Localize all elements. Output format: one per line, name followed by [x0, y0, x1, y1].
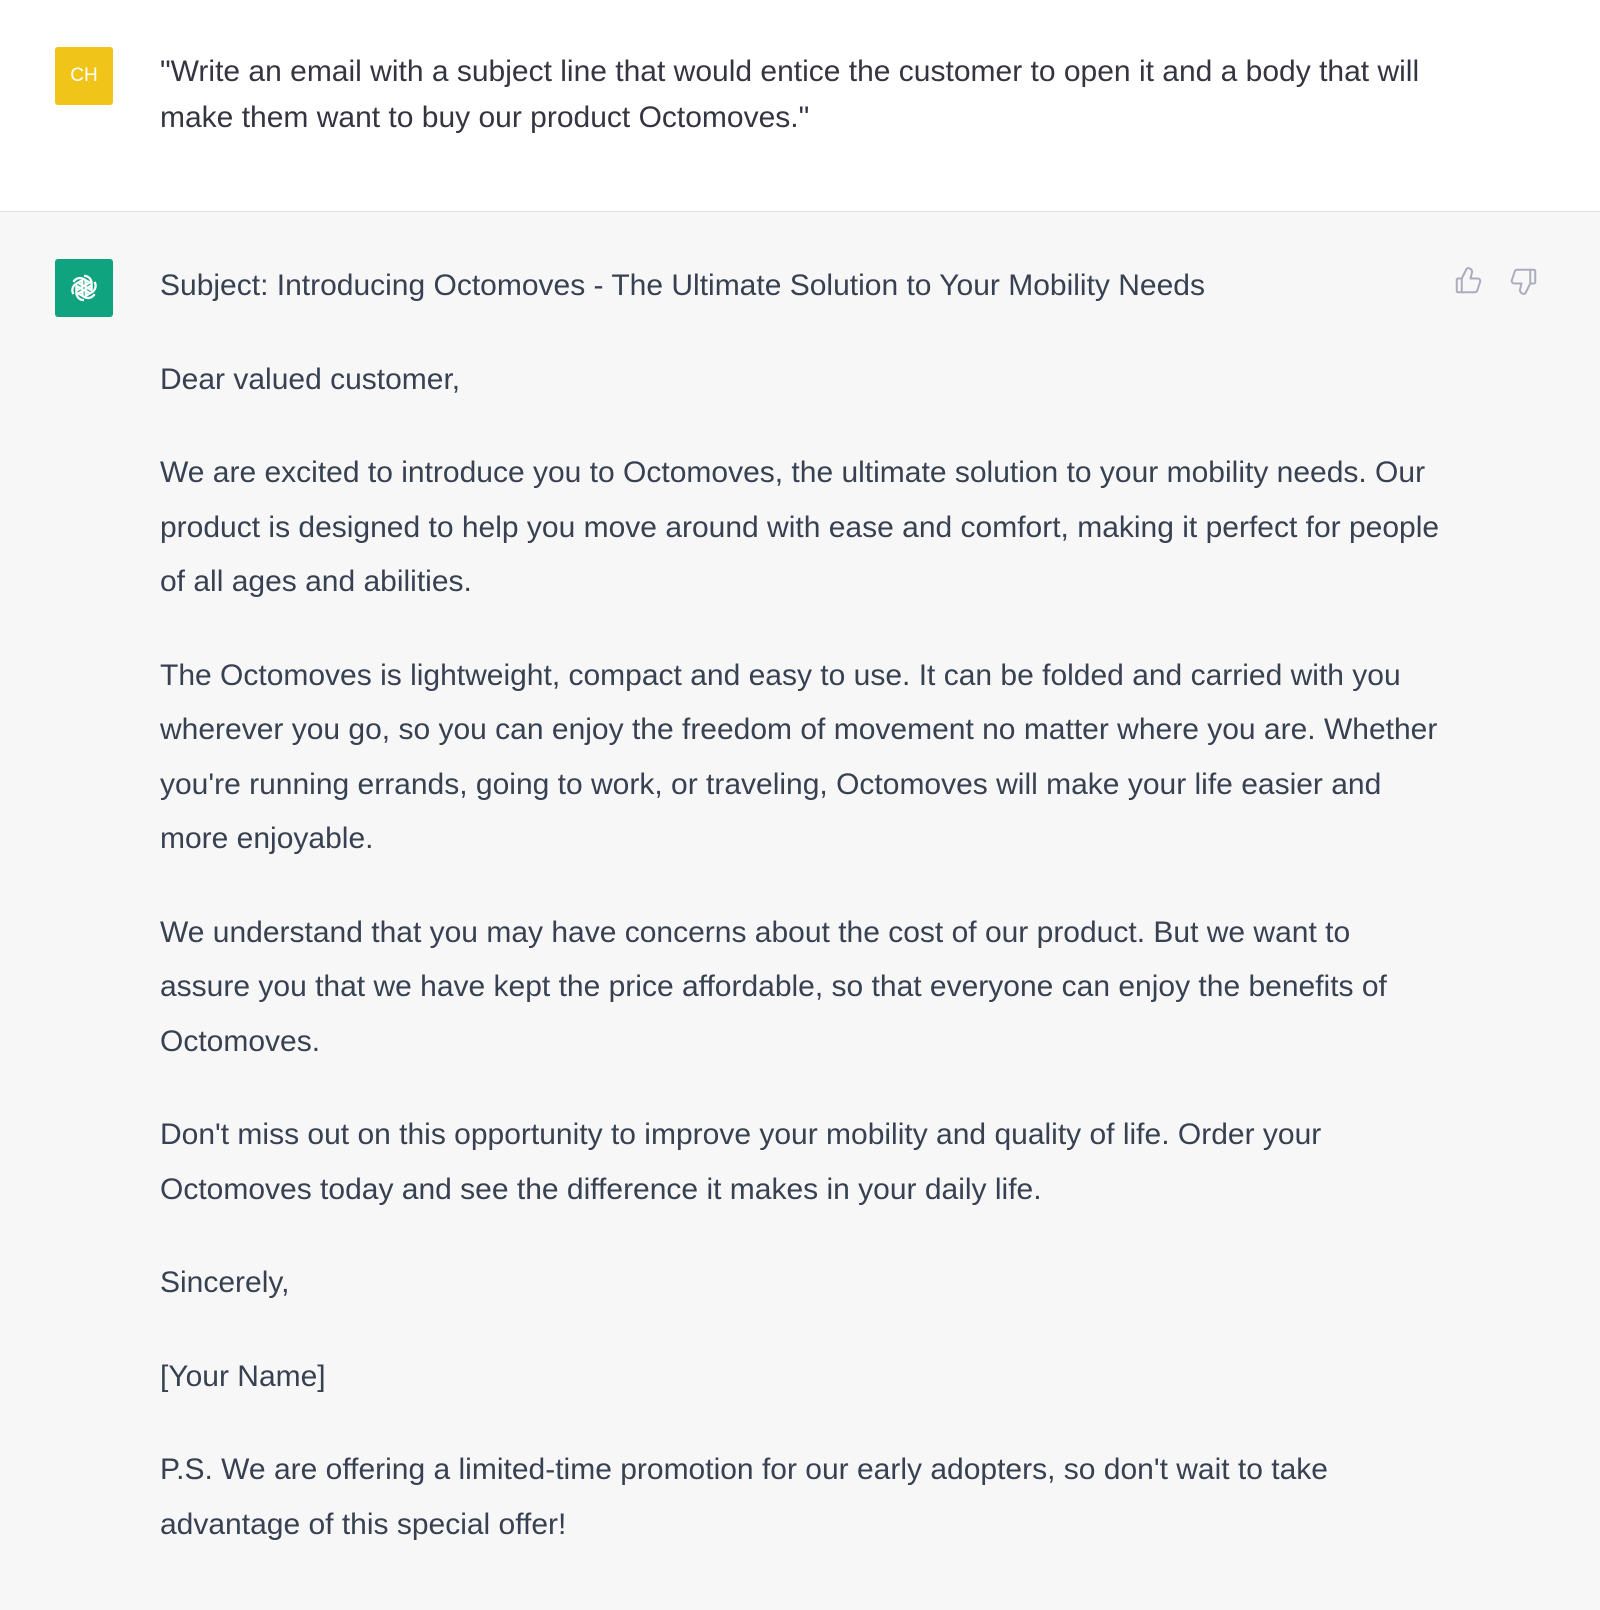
thumbs-up-icon [1453, 266, 1483, 296]
email-paragraph: We understand that you may have concerns about the cost of our product. But we want to assure you that we have kept the price affordable, so that everyone can enjoy the benefits of Octomoves. [160, 915, 1387, 1058]
email-signoff: Sincerely, [160, 1266, 290, 1299]
email-subject: Subject: Introducing Octomoves - The Ultimate Solution to Your Mobility Needs [160, 269, 1205, 302]
email-greeting: Dear valued customer, [160, 362, 461, 396]
assistant-reply [160, 259, 1440, 1552]
email-postscript: P.S. We are offering a limited-time promotion for our early adopters, so don't wait to take advantage of this special offer! [160, 1453, 1328, 1541]
user-message-text: "Write an email with a subject line that would entice the customer to open it and a body that will make them want to buy our product Octomoves." [160, 55, 1420, 134]
email-paragraph: The Octomoves is lightweight, compact and easy to use. It can be folded and carried with you wherever you go, so you can enjoy the freedom of movement no matter where you are. Whether you're running errands, going to work, or traveling, Octomoves will make your life easier and more enjoyable. [160, 658, 1438, 855]
user-avatar [55, 47, 113, 105]
thumbs-down-button[interactable] [1508, 265, 1540, 297]
email-signature: [Your Name] [160, 1359, 326, 1393]
feedback-buttons [1452, 265, 1540, 297]
thumbs-down-icon [1509, 266, 1539, 296]
openai-logo-icon [65, 269, 103, 307]
user-message [0, 0, 1600, 212]
user-avatar-initials: CH [70, 65, 98, 86]
thumbs-up-button[interactable] [1452, 265, 1484, 297]
email-paragraph: We are excited to introduce you to Octomoves, the ultimate solution to your mobility needs. Our product is designed to help you move around with ease and comfort, making it perfect for people of all ages and abilities. [160, 456, 1440, 598]
assistant-message [0, 212, 1600, 1610]
assistant-avatar [55, 259, 113, 317]
email-paragraph: Don't miss out on this opportunity to improve your mobility and quality of life. Order your Octomoves today and see the difference it makes in your daily life. [160, 1118, 1322, 1206]
